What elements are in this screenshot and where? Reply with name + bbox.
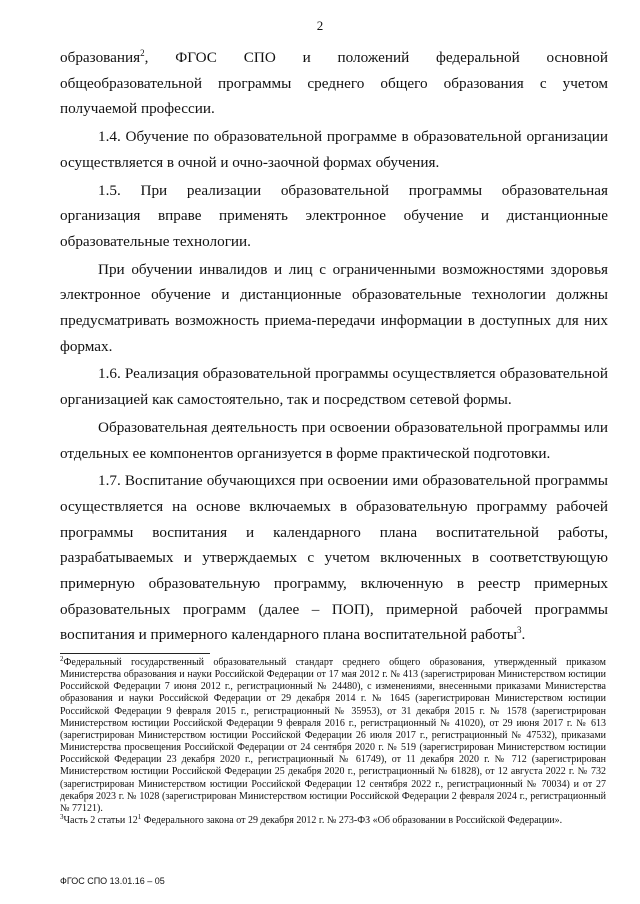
footnote-text: Федеральный государственный образовательный стандарт среднего общего образования, утвержденный приказом Министерства образования и науки Российской Федерации от 17 мая 2012 г. № 413 (зарегистрирован Министерством юстиции Российской Федерации 7 июня 2012 г., регистрационный № 24480), с изменениями, внесенными приказами Министерства образования и науки Российской Федерации от 29 декабря 2014 г. № 1645 (зарегистрирован Министерством юстиции Российской Федерации 9 февраля 2015 г., регистрационный № 35953), от 31 декабря 2015 г. № 1578 (зарегистрирован Министерством юстиции Российской Федерации 9 февраля 2016 г., регистрационный № 41020), от 29 июня 2017 г. № 613 (зарегистрирован Министерством юстиции Российской Федерации 26 июля 2017 г., регистрационный № 47532), приказами Министерства просвещения Российской Федерации от 24 сентября 2020 г. № 519 (зарегистрирован Министерством юстиции Российской Федерации 23 декабря 2020 г., регистрационный № 61749), от 11 декабря 2020 г. № 712 (зарегистрирован Министерством юстиции Российской Федерации 25 декабря 2020 г., регистрационный № 61828), от 12 августа 2022 г. № 732 (зарегистрирован Министерством юстиции Российской Федерации 12 сентября 2022 г., регистрационный № 70034) и от 27 декабря 2023 г. № 1028 (зарегистрирован Министерством юстиции Российской Федерации 2 февраля 2024 г., регистрационный № 77121). [60, 657, 606, 814]
paragraph-1-5: 1.5. При реализации образовательной программы образовательная организация вправе применять электронное обучение и дистанционные образовательные технологии. [60, 181, 608, 250]
footnote-text: Часть 2 статьи 12 [63, 815, 138, 827]
paragraph-1-7 [60, 468, 608, 648]
footnote-3 [60, 815, 606, 827]
document-body [60, 45, 608, 648]
footnote-inline-sup: 1 [137, 813, 142, 822]
page-number: 2 [316, 18, 324, 33]
paragraph-disabled-learners: При обучении инвалидов и лиц с ограниченными возможностями здоровья электронное обучение и дистанционные образовательные технологии должны предусматривать возможность приема-передачи информации в доступных для них формах. [60, 260, 608, 355]
paragraph-practical-training: Образовательная деятельность при освоении образовательной программы или отдельных ее компонентов организуется в форме практической подготовки. [60, 418, 608, 462]
paragraph-1-4: 1.4. Обучение по образовательной программе в образовательной организации осуществляется в очной и очно-заочной формах обучения. [60, 128, 608, 171]
paragraph-1-6: 1.6. Реализация образовательной программы осуществляется образовательной организацией как самостоятельно, так и посредством сетевой формы. [60, 365, 608, 409]
footnote-separator [60, 653, 210, 654]
paragraph-text: 1.7. Воспитание обучающихся при освоении ими образовательной программы осуществляется на основе включаемых в образовательную программу рабочей программы воспитания и календарного плана воспитательной работы, разрабатываемых и утверждаемых с учетом включенных в соответствующую примерную образовательную программу, включенную в реестр примерных образовательных программ (далее – ПОП), примерной рабочей программы воспитания и примерного календарного плана воспитательной работы [60, 472, 608, 644]
footnotes [60, 657, 606, 827]
document-code: ФГОС СПО 13.01.16 – 05 [60, 876, 165, 886]
paragraph-intro-continuation [60, 45, 608, 122]
footnote-mark: 2 [60, 655, 64, 663]
footnote-ref-3[interactable]: 3 [516, 625, 522, 636]
footnote-text-tail: Федерального закона от 29 декабря 2012 г. № 273-ФЗ «Об образовании в Российской Федерации». [141, 815, 563, 827]
paragraph-text: образования [60, 49, 141, 66]
footnote-mark: 3 [60, 813, 64, 822]
paragraph-text-tail: , ФГОС СПО и положений федеральной основной общеобразовательной программы среднего общего образования с учетом получаемой профессии. [60, 49, 608, 118]
footnote-2 [60, 657, 606, 815]
paragraph-text-tail: . [521, 626, 526, 644]
footnote-ref-2[interactable]: 2 [140, 48, 145, 58]
